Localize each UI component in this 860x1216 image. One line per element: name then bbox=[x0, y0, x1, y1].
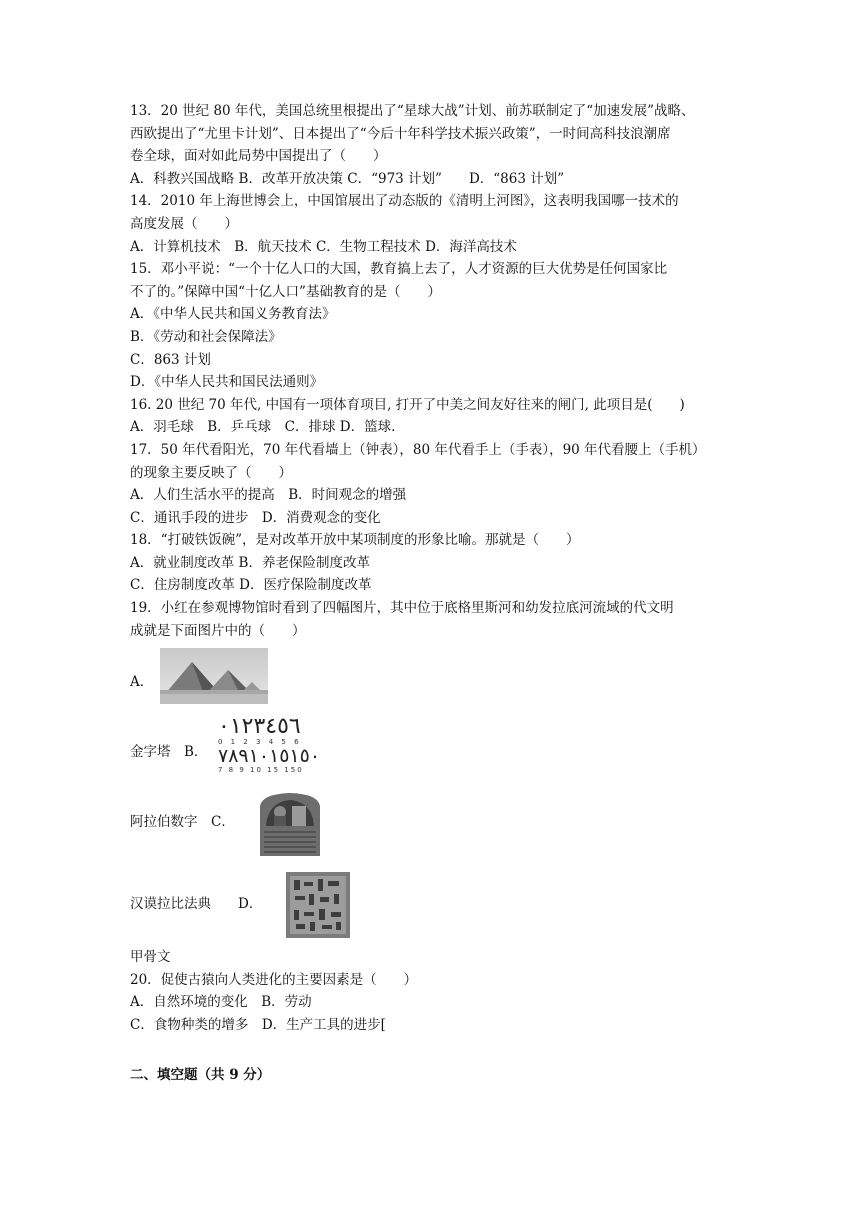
question-17-options-ab: A．人们生活水平的提高 B．时间观念的增强 bbox=[130, 487, 407, 504]
option-c-label: 阿拉伯数字 C． bbox=[130, 814, 235, 831]
question-18-options-cd: C．住房制度改革 D．医疗保险制度改革 bbox=[130, 577, 372, 594]
question-19-line-2: 成就是下面图片中的（ ） bbox=[130, 622, 306, 639]
option-b-label: 金字塔 B． bbox=[130, 744, 208, 761]
question-14 bbox=[130, 190, 730, 258]
question-13-line-3: 卷全球，面对如此局势中国提出了（ ） bbox=[130, 148, 387, 165]
question-15-option-c: C．863 计划 bbox=[130, 351, 211, 368]
arabic-numerals-image bbox=[218, 716, 328, 774]
question-15-option-b: B．《劳动和社会保障法》 bbox=[130, 328, 282, 345]
question-13-line-1: 13．20 世纪 80 年代，美国总统里根提出了“星球大战”计划、前苏联制定了“加速发展”战略、 bbox=[130, 103, 695, 119]
oracle-bone-image bbox=[286, 872, 350, 938]
stele-image bbox=[250, 790, 330, 856]
question-18-options-ab: A．就业制度改革 B．养老保险制度改革 bbox=[130, 554, 370, 571]
question-15-line-2: 不了的。”保障中国“十亿人口”基础教育的是（ ） bbox=[130, 283, 441, 300]
numerals-top-row: ٠١٢٣٤٥٦ bbox=[218, 716, 301, 740]
question-13-options: A．科教兴国战略 B．改革开放决策 C．“973 计划” D．“863 计划” bbox=[130, 170, 565, 187]
question-13 bbox=[130, 100, 730, 190]
question-17-line-2: 的现象主要反映了（ ） bbox=[130, 464, 292, 481]
question-20-options-cd: C．食物种类的增多 D．生产工具的进步[ bbox=[130, 1017, 386, 1034]
question-16-options: A．羽毛球 B．乒乓球 C．排球 D．篮球. bbox=[130, 419, 396, 436]
section-heading-fill-in: 二、填空题（共 9 分） bbox=[130, 1066, 271, 1083]
question-17-line-1: 17．50 年代看阳光，70 年代看墙上（钟表），80 年代看手上（手表），90 年代看腰上（手机） bbox=[130, 441, 706, 458]
question-19 bbox=[130, 597, 730, 969]
question-19-line-1: 19．小红在参观博物馆时看到了四幅图片，其中位于底格里斯河和幼发拉底河流域的代文明 bbox=[130, 600, 674, 617]
option-a-row bbox=[130, 648, 730, 710]
question-14-options: A．计算机技术 B．航天技术 C．生物工程技术 D．海洋高技术 bbox=[130, 238, 517, 255]
option-a-label: A． bbox=[130, 674, 154, 691]
question-15-option-a: A．《中华人民共和国义务教育法》 bbox=[130, 306, 336, 323]
pyramid-image bbox=[160, 648, 268, 704]
option-c-row bbox=[130, 790, 730, 862]
question-18 bbox=[130, 529, 730, 597]
question-17 bbox=[130, 439, 730, 529]
exam-page bbox=[130, 100, 730, 1083]
question-16 bbox=[130, 394, 730, 439]
numerals-bottom-caption: 7 8 9 10 15 150 bbox=[218, 766, 304, 775]
numerals-top-caption: 0 1 2 3 4 5 6 bbox=[218, 738, 302, 747]
question-14-line-2: 高度发展（ ） bbox=[130, 215, 238, 232]
question-16-line-1: 16. 20 世纪 70 年代, 中国有一项体育项目, 打开了中美之间友好往来的闸门, 此项目是( ) bbox=[130, 396, 685, 413]
option-d-caption: 甲骨文 bbox=[130, 949, 171, 966]
option-d-label: 汉谟拉比法典 D． bbox=[130, 896, 263, 913]
question-20-options-ab: A．自然环境的变化 B．劳动 bbox=[130, 994, 312, 1011]
question-17-options-cd: C．通讯手段的进步 D．消费观念的变化 bbox=[130, 509, 381, 526]
option-d-row bbox=[130, 872, 730, 948]
question-20-line-1: 20．促使古猿向人类进化的主要因素是（ ） bbox=[130, 971, 418, 988]
question-15-option-d: D．《中华人民共和国民法通则》 bbox=[130, 374, 324, 391]
question-18-line-1: 18．“打破铁饭碗”，是对改革开放中某项制度的形象比喻。那就是（ ） bbox=[130, 532, 580, 549]
question-14-line-1: 14．2010 年上海世博会上，中国馆展出了动态版的《清明上河图》，这表明我国哪一技术的 bbox=[130, 193, 679, 210]
numerals-bottom-row: ٧٨٩١٠١٥١٥٠ bbox=[218, 745, 321, 768]
option-b-row bbox=[130, 716, 730, 782]
question-20 bbox=[130, 969, 730, 1037]
question-13-line-2: 西欧提出了“尤里卡计划”、日本提出了“今后十年科学技术振兴政策”，一时间高科技浪潮席 bbox=[130, 125, 671, 142]
question-15-line-1: 15．邓小平说：“一个十亿人口的大国，教育搞上去了，人才资源的巨大优势是任何国家比 bbox=[130, 261, 668, 278]
question-15 bbox=[130, 258, 730, 394]
